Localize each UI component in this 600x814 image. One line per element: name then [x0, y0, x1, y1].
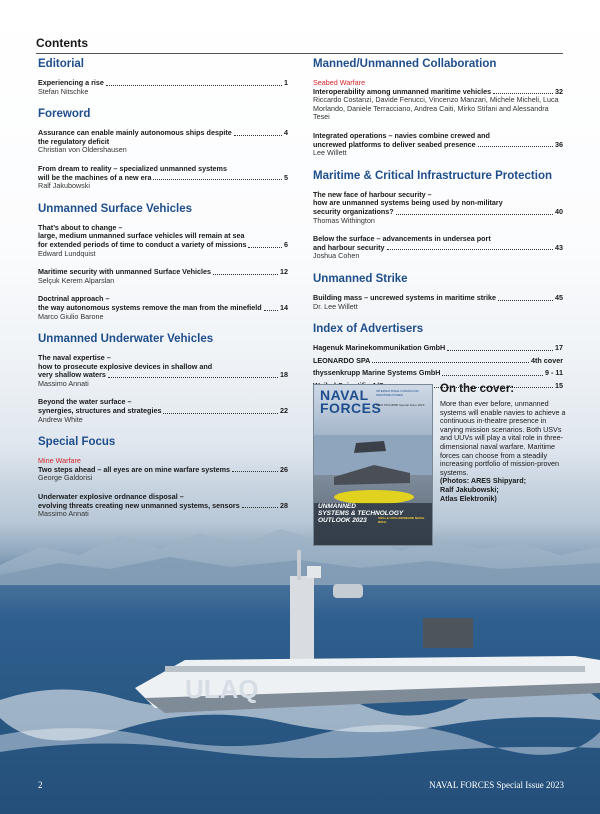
article-title-text: how to prosecute explosive devices in shallow and	[38, 361, 213, 371]
page-number-ref: 22	[280, 406, 288, 416]
cover-tagline: INTERNATIONAL FORUM FOR MARITIME POWER	[376, 389, 419, 397]
article-kicker: Mine Warfare	[38, 456, 81, 466]
article-author: Thomas Withington	[313, 215, 375, 225]
page-number-ref: 4	[284, 128, 288, 138]
article-kicker: Seabed Warfare	[313, 78, 366, 87]
leader-dots	[396, 214, 553, 215]
article-title-text: very shallow waters	[38, 370, 106, 380]
section-title: Editorial	[38, 58, 85, 70]
article-title-text: how are unmanned systems being used by non-military	[313, 198, 503, 208]
boat-hull-label: ULAQ	[185, 674, 259, 704]
article-author: Riccardo Costanzi, Davide Fenucci, Vincenzo Manzari, Michele Micheli, Luca Morlando, Daniele Terracciano, Andrea Caiti, Mirko Stifani and Alessandra Tesei	[313, 95, 559, 122]
cover-issue: ISSN 0722-8880 Special Issue 2023	[376, 403, 425, 407]
article-author: Andrew White	[38, 414, 83, 424]
section-title: Foreword	[38, 108, 91, 121]
section-title: Unmanned Underwater Vehicles	[38, 333, 214, 346]
page-number-ref: 43	[555, 242, 563, 252]
page-header: Contents	[36, 36, 563, 54]
contents-section	[313, 273, 563, 311]
leader-dots	[153, 179, 282, 180]
contents-section	[313, 58, 563, 158]
contents-section	[313, 323, 563, 390]
article-title-text: Interoperability among unmanned maritime vehicles	[313, 86, 492, 96]
section-title: Index of Advertisers	[313, 323, 424, 336]
article-author: Massimo Annati	[38, 509, 89, 519]
section-title: Maritime & Critical Infrastructure Protection	[313, 169, 552, 182]
article-title-text: Integrated operations – navies combine crewed and	[313, 130, 490, 140]
publication-footer: NAVAL FORCES Special Issue 2023	[429, 780, 564, 790]
article-author: Dr. Lee Willett	[313, 301, 358, 311]
article-title-line	[313, 141, 563, 150]
article-author: Edward Lundquist	[38, 248, 96, 258]
article-title-text: Building mass – uncrewed systems in maritime strike	[313, 292, 496, 302]
page-number-ref: 1	[284, 78, 288, 87]
page-number-ref: 14	[280, 302, 288, 312]
article-author: Lee Willett	[313, 148, 347, 158]
leader-dots	[387, 249, 554, 250]
article-title-text: will be the machines of a new era	[38, 172, 152, 182]
article-author: Stefan Nitschke	[38, 86, 89, 96]
page-number-ref: 12	[280, 267, 288, 277]
article-entry[interactable]	[38, 224, 288, 258]
unmanned-surface-vessel	[125, 548, 600, 718]
article-title-text: uncrewed platforms to deliver seabed presence	[313, 139, 476, 149]
advertiser-entry[interactable]	[313, 369, 563, 378]
section-title: Unmanned Surface Vehicles	[38, 202, 193, 215]
contents-right-column	[313, 58, 563, 402]
contents-section	[313, 170, 563, 261]
section-title: Manned/Unmanned Collaboration	[313, 58, 497, 70]
on-the-cover	[440, 380, 570, 503]
page-number-ref: 18	[280, 370, 288, 380]
article-title-text: Beyond the water surface –	[38, 397, 132, 407]
article-entry[interactable]	[313, 132, 563, 158]
page-number-ref: 45	[555, 292, 563, 302]
article-title-text: security organizations?	[313, 206, 394, 216]
page-number-ref: 32	[555, 86, 563, 96]
cover-logo-line1: NAVAL	[320, 387, 369, 403]
leader-dots	[163, 413, 278, 414]
article-entry[interactable]	[313, 294, 563, 311]
article-entry[interactable]	[313, 235, 563, 261]
advertiser-entry[interactable]	[313, 357, 563, 366]
article-entry[interactable]	[313, 191, 563, 225]
article-author: Ralf Jakubowski	[38, 181, 90, 191]
page-number-ref: 28	[280, 500, 288, 510]
page-number-ref: 6	[284, 239, 288, 249]
article-title-text: Experiencing a rise	[38, 78, 104, 87]
article-title-text: The naval expertise –	[38, 353, 111, 363]
article-author: Marco Giulio Barone	[38, 311, 104, 321]
leader-dots	[498, 300, 553, 301]
article-entry[interactable]	[38, 398, 288, 424]
on-the-cover-heading: On the cover:	[440, 383, 515, 395]
page-number-ref: 36	[555, 139, 563, 149]
article-author: Joshua Cohen	[313, 251, 360, 261]
page-number: 2	[38, 780, 43, 790]
article-title-text: the regulatory deficit	[38, 136, 110, 146]
page-number-ref: 40	[555, 206, 563, 216]
article-title-text: That’s about to change –	[38, 222, 123, 232]
leader-dots	[447, 350, 553, 351]
article-title-text: Doctrinal approach –	[38, 294, 110, 304]
article-title-text: thyssenkrupp Marine Systems GmbH	[313, 368, 441, 378]
article-author: Massimo Annati	[38, 378, 89, 388]
advertiser-entry[interactable]	[313, 344, 563, 353]
page-number-ref: 4th cover	[531, 355, 563, 365]
cover-thumbnail	[313, 384, 433, 546]
leader-dots	[234, 135, 282, 136]
contents-section	[38, 108, 288, 191]
leader-dots	[106, 85, 282, 86]
article-title-text: Maritime security with unmanned Surface Vehicles	[38, 267, 211, 277]
page-number-ref: 17	[555, 343, 563, 353]
cover-logo-line2: FORCES	[320, 400, 382, 416]
cover-headline-line3: OUTLOOK 2023	[318, 517, 367, 524]
article-title-text: The new face of harbour security –	[313, 189, 432, 199]
photo-credit-line: Ralf Jakubowski;	[440, 484, 499, 494]
article-title-text: the way autonomous systems remove the man from the minefield	[38, 302, 262, 312]
article-entry[interactable]	[38, 493, 288, 519]
article-entry[interactable]	[38, 295, 288, 321]
article-entry[interactable]	[38, 457, 288, 483]
cover-headline-line1: UNMANNED	[318, 503, 356, 510]
contents-section	[38, 333, 288, 424]
section-title: Special Focus	[38, 436, 116, 449]
article-title-text: Two steps ahead – all eyes are on mine warfare systems	[38, 464, 231, 474]
article-author: George Galdorisi	[38, 473, 93, 483]
contents-left-column	[38, 58, 288, 531]
article-title-text: for extended periods of time to conduct a variety of missions	[38, 239, 247, 249]
article-title-text: LEONARDO SPA	[313, 355, 371, 365]
leader-dots	[442, 375, 543, 376]
photo-credit-line: Atlas Elektronik)	[440, 493, 497, 503]
page-number-ref: 9 - 11	[545, 368, 563, 378]
leader-dots	[213, 274, 278, 275]
article-entry[interactable]	[38, 268, 288, 285]
article-entry[interactable]	[38, 165, 288, 191]
leader-dots	[372, 362, 529, 363]
article-title-line	[313, 344, 563, 353]
article-entry[interactable]	[313, 79, 563, 122]
article-title-text: Hagenuk Marinekommunikation GmbH	[313, 343, 446, 353]
article-title-line	[313, 369, 563, 378]
page-number-ref: 5	[284, 172, 288, 182]
article-title-text: From dream to reality – specialized unmanned systems	[38, 163, 227, 173]
article-author: Selçuk Kerem Alparslan	[38, 275, 115, 285]
article-entry[interactable]	[38, 79, 288, 96]
leader-dots	[478, 146, 553, 147]
article-title-text: evolving threats creating new unmanned systems, sensors	[38, 500, 240, 510]
page-number-ref: 26	[280, 464, 288, 474]
leader-dots	[248, 247, 282, 248]
cover-subtag: USVs & UUVs INCREASE NAVAL ROLE	[378, 516, 425, 524]
leader-dots	[232, 471, 278, 472]
on-the-cover-text: More than ever before, unmanned systems will enable navies to achieve a continuous in-theatre presence in varying mission scenarios. Both USVs and UUVs will play a vital role in three-dimensional naval warfare. Maritime forces can choose from a steadily increasing portfolio of mission-proven systems.	[440, 399, 566, 477]
article-title-text: and harbour security	[313, 242, 385, 252]
contents-section	[38, 203, 288, 321]
leader-dots	[493, 93, 553, 94]
section-title: Unmanned Strike	[313, 272, 408, 285]
article-author: Christian von Oldershausen	[38, 145, 127, 155]
article-title-text: Underwater explosive ordnance disposal –	[38, 492, 184, 502]
article-title-text: Below the surface – advancements in undersea port	[313, 234, 491, 244]
contents-section	[38, 58, 288, 96]
page-number-ref: 15	[555, 380, 563, 390]
leader-dots	[264, 310, 278, 311]
article-title-text: large, medium unmanned surface vehicles will remain at sea	[38, 231, 245, 241]
article-title-text: synergies, structures and strategies	[38, 406, 162, 416]
leader-dots	[242, 507, 278, 508]
article-entry[interactable]	[38, 354, 288, 388]
contents-section	[38, 436, 288, 519]
photo-credit-line: (Photos: ARES Shipyard;	[440, 476, 526, 486]
article-entry[interactable]	[38, 129, 288, 155]
article-title-text: Assurance can enable mainly autonomous ships despite	[38, 128, 232, 138]
cover-headline-line2: SYSTEMS & TECHNOLOGY	[318, 510, 404, 517]
article-title-line	[313, 357, 563, 366]
cover-logo	[320, 389, 381, 415]
leader-dots	[108, 377, 278, 378]
